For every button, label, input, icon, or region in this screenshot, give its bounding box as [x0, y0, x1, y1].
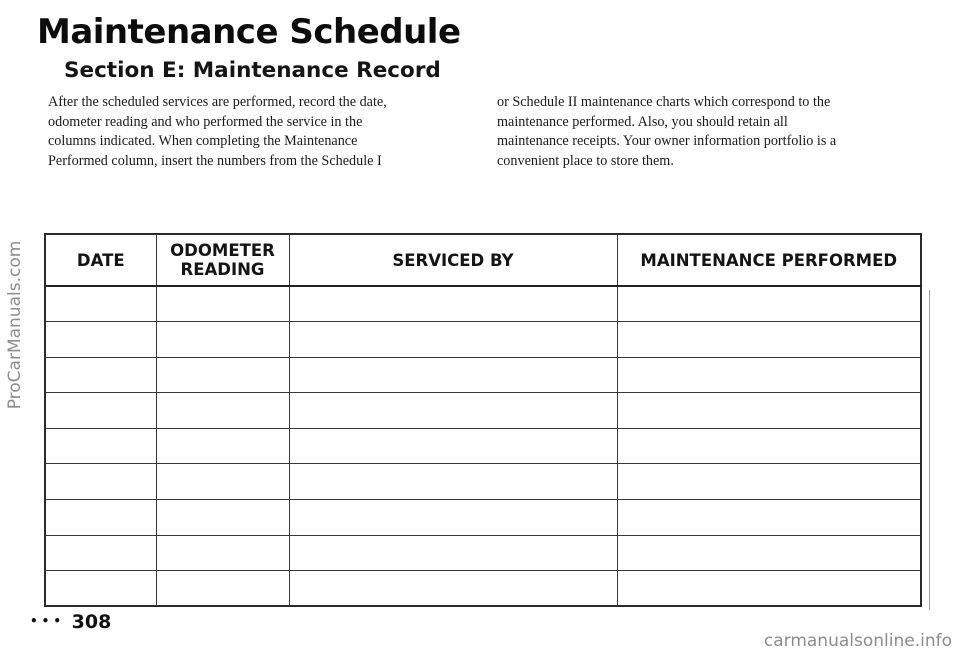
header-serviced-by: SERVICED BY — [289, 234, 617, 286]
serviced-by-cell[interactable] — [289, 464, 617, 500]
serviced-by-cell[interactable] — [289, 500, 617, 536]
date-cell[interactable] — [45, 393, 156, 429]
intro-line: odometer reading and who performed the service in the — [48, 113, 363, 130]
intro-column-1 — [48, 93, 478, 171]
odometer-cell[interactable] — [156, 357, 289, 393]
table-row — [45, 393, 921, 429]
serviced-by-cell[interactable] — [289, 535, 617, 571]
intro-line: Performed column, insert the numbers from the Schedule I — [48, 152, 382, 169]
date-cell[interactable] — [45, 500, 156, 536]
header-date: DATE — [45, 234, 156, 286]
intro-line: maintenance performed. Also, you should retain all — [497, 113, 788, 130]
table-header-row — [45, 234, 921, 286]
margin-rule — [929, 290, 930, 610]
intro-line: convenient place to store them. — [497, 152, 674, 169]
serviced-by-cell[interactable] — [289, 571, 617, 607]
header-odometer-line1: ODOMETER — [170, 241, 275, 260]
maintenance-cell[interactable] — [617, 571, 921, 607]
maintenance-cell[interactable] — [617, 428, 921, 464]
intro-line: maintenance receipts. Your owner information portfolio is a — [497, 133, 837, 149]
maintenance-record-table — [44, 233, 922, 607]
date-cell[interactable] — [45, 571, 156, 607]
date-cell[interactable] — [45, 322, 156, 358]
odometer-cell[interactable] — [156, 535, 289, 571]
watermark-bottom: carmanualsonline.info — [763, 631, 952, 651]
maintenance-cell[interactable] — [617, 286, 921, 322]
odometer-cell[interactable] — [156, 571, 289, 607]
serviced-by-cell[interactable] — [289, 286, 617, 322]
table-row — [45, 322, 921, 358]
intro-column-2 — [497, 93, 927, 171]
maintenance-cell[interactable] — [617, 357, 921, 393]
table-row — [45, 428, 921, 464]
intro-line: After the scheduled services are performed, record the date, — [48, 94, 387, 110]
record-rows — [45, 286, 921, 606]
maintenance-cell[interactable] — [617, 322, 921, 358]
date-cell[interactable] — [45, 428, 156, 464]
table-row — [45, 286, 921, 322]
page-title: Maintenance Schedule — [37, 12, 461, 52]
section-subtitle: Section E: Maintenance Record — [64, 58, 441, 83]
odometer-cell[interactable] — [156, 428, 289, 464]
header-odometer-reading — [156, 234, 289, 286]
table-row — [45, 535, 921, 571]
page-number-value: 308 — [71, 611, 112, 633]
odometer-cell[interactable] — [156, 500, 289, 536]
odometer-cell[interactable] — [156, 393, 289, 429]
date-cell[interactable] — [45, 357, 156, 393]
date-cell[interactable] — [45, 535, 156, 571]
intro-line: or Schedule II maintenance charts which correspond to the — [497, 94, 831, 110]
serviced-by-cell[interactable] — [289, 428, 617, 464]
maintenance-cell[interactable] — [617, 535, 921, 571]
header-odometer-line2: READING — [180, 260, 265, 279]
odometer-cell[interactable] — [156, 464, 289, 500]
page-number — [30, 611, 111, 633]
intro-line: columns indicated. When completing the Maintenance — [48, 133, 358, 149]
serviced-by-cell[interactable] — [289, 357, 617, 393]
table-row — [45, 571, 921, 607]
watermark-left — [4, 205, 26, 445]
odometer-cell[interactable] — [156, 322, 289, 358]
page-number-dots: ••• — [30, 614, 66, 628]
date-cell[interactable] — [45, 464, 156, 500]
maintenance-cell[interactable] — [617, 464, 921, 500]
date-cell[interactable] — [45, 286, 156, 322]
serviced-by-cell[interactable] — [289, 322, 617, 358]
serviced-by-cell[interactable] — [289, 393, 617, 429]
odometer-cell[interactable] — [156, 286, 289, 322]
table-row — [45, 357, 921, 393]
maintenance-cell[interactable] — [617, 393, 921, 429]
table-row — [45, 500, 921, 536]
header-maintenance-performed: MAINTENANCE PERFORMED — [617, 234, 921, 286]
maintenance-cell[interactable] — [617, 500, 921, 536]
watermark-left-text: ProCarManuals.com — [5, 240, 25, 410]
table-row — [45, 464, 921, 500]
